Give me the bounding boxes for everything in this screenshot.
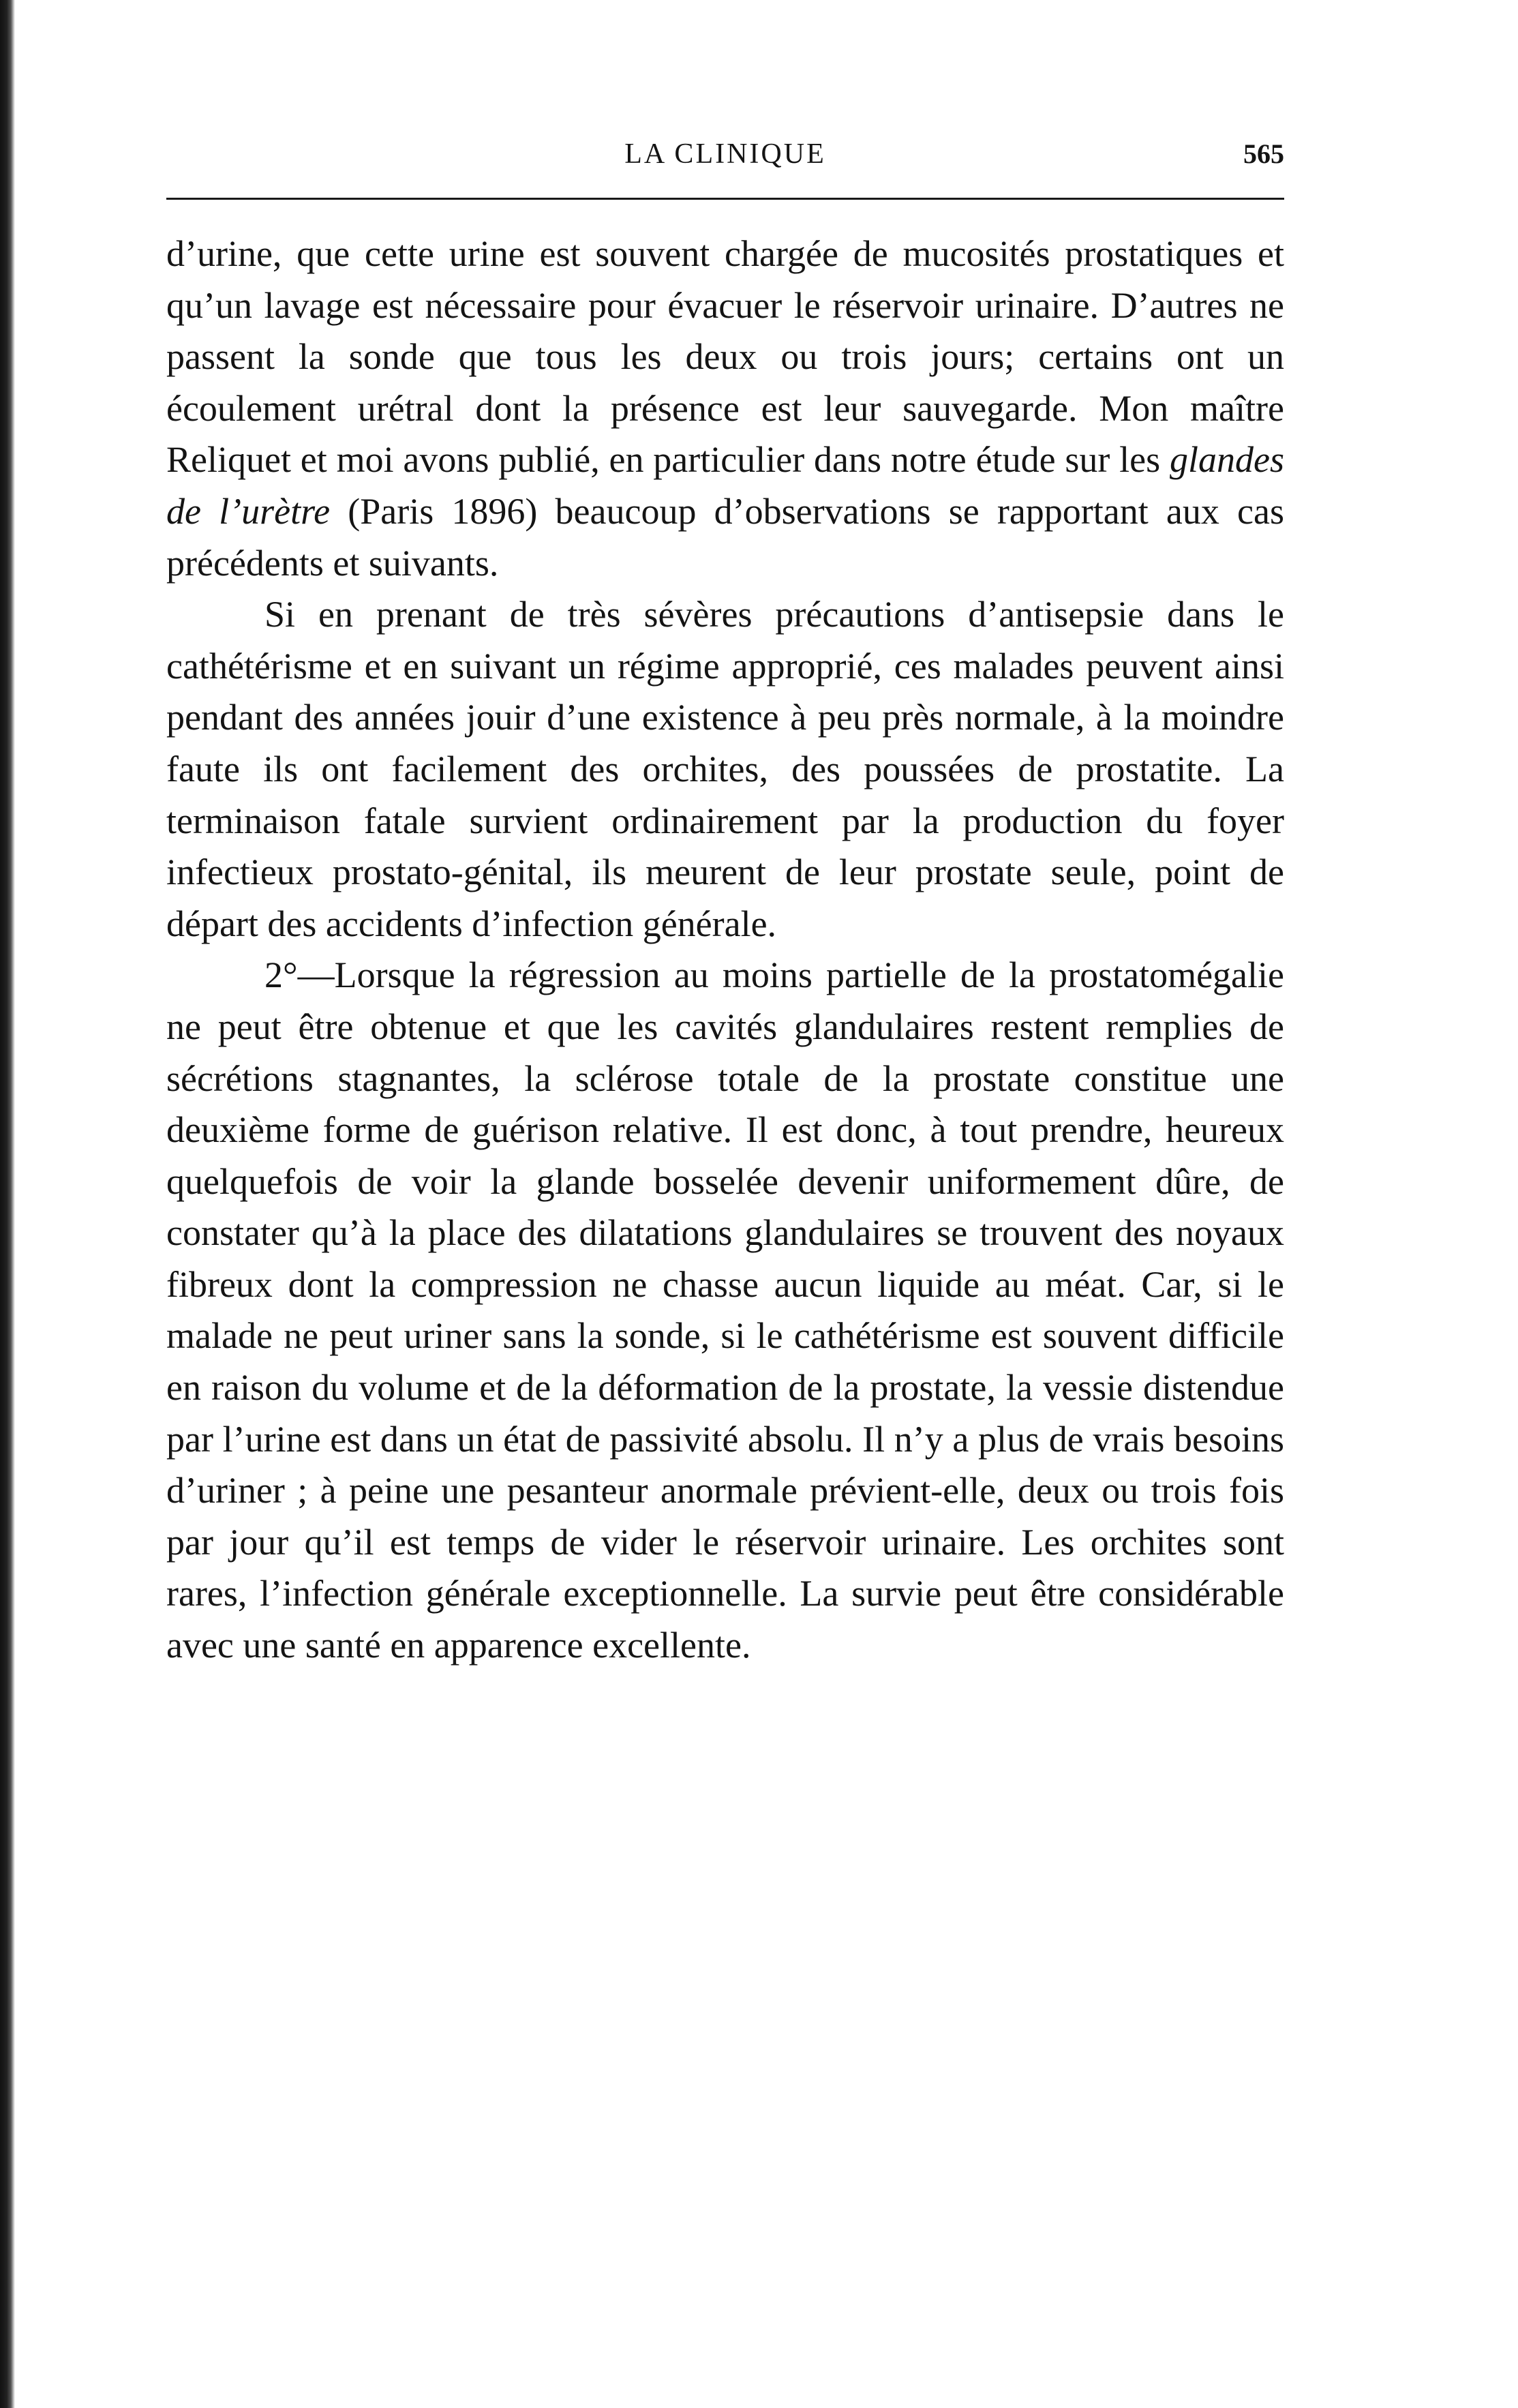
header-rule bbox=[166, 198, 1284, 200]
binding-shadow bbox=[0, 0, 15, 2408]
body-text bbox=[166, 228, 1284, 1672]
italic-title: glandes de l’urètre bbox=[166, 439, 1284, 532]
page-number: 565 bbox=[1243, 138, 1284, 169]
book-page bbox=[166, 130, 1284, 1672]
paragraph-sclerosis: 2°—Lorsque la régression au moins partielle de la prostatomégalie ne peut être obtenue et que les cavités glandulaires restent remplies de sécrétions stagnantes, la sclérose totale de la prostate constitue une deuxième forme de guérison relative. Il est donc, à tout prendre, heureux quelquefois de voir la glande bosselée devenir uniformement dûre, de constater qu’à la place des dilatations glandulaires se trouvent des noyaux fibreux dont la compression ne chasse aucun liquide au méat. Car, si le malade ne peut uriner sans la sonde, si le cathétérisme est souvent difficile en raison du volume et de la déformation de la prostate, la vessie distendue par l’urine est dans un état de passivité absolu. Il n’y a plus de vrais besoins d’uriner ; à peine une pesanteur anormale prévient-elle, deux ou trois fois par jour qu’il est temps de vider le réservoir urinaire. Les orchites sont rares, l’infection générale exceptionnelle. La survie peut être considérable avec une santé en apparence excellente. bbox=[166, 954, 1284, 1666]
paragraph-precautions: Si en prenant de très sévères précautions d’antisepsie dans le cathétérisme et en suivant un régime approprié, ces malades peuvent ainsi pendant des années jouir d’une existence à peu près normale, à la moindre faute ils ont facilement des orchites, des poussées de prostatite. La terminaison fatale survient ordinairement par la production du foyer infectieux prostato-génital, ils meurent de leur prostate seule, point de départ des accidents d’infection générale. bbox=[166, 594, 1284, 944]
paragraph-text: (Paris 1896) beaucoup d’observations se rapportant aux cas précédents et suivants. bbox=[166, 490, 1284, 584]
paragraph-text: d’urine, que cette urine est souvent chargée de mucosités prostatiques et qu’un lavage est nécessaire pour évacuer le réservoir urinaire. D’autres ne passent la sonde que tous les deux ou trois jours; certains ont un écoulement urétral dont la présence est leur sauvegarde. Mon maître Reliquet et moi avons publié, en particulier dans notre étude sur les bbox=[166, 233, 1284, 481]
paragraph-continued bbox=[166, 228, 1284, 589]
running-title: LA CLINIQUE bbox=[624, 138, 826, 170]
running-head bbox=[166, 130, 1284, 184]
